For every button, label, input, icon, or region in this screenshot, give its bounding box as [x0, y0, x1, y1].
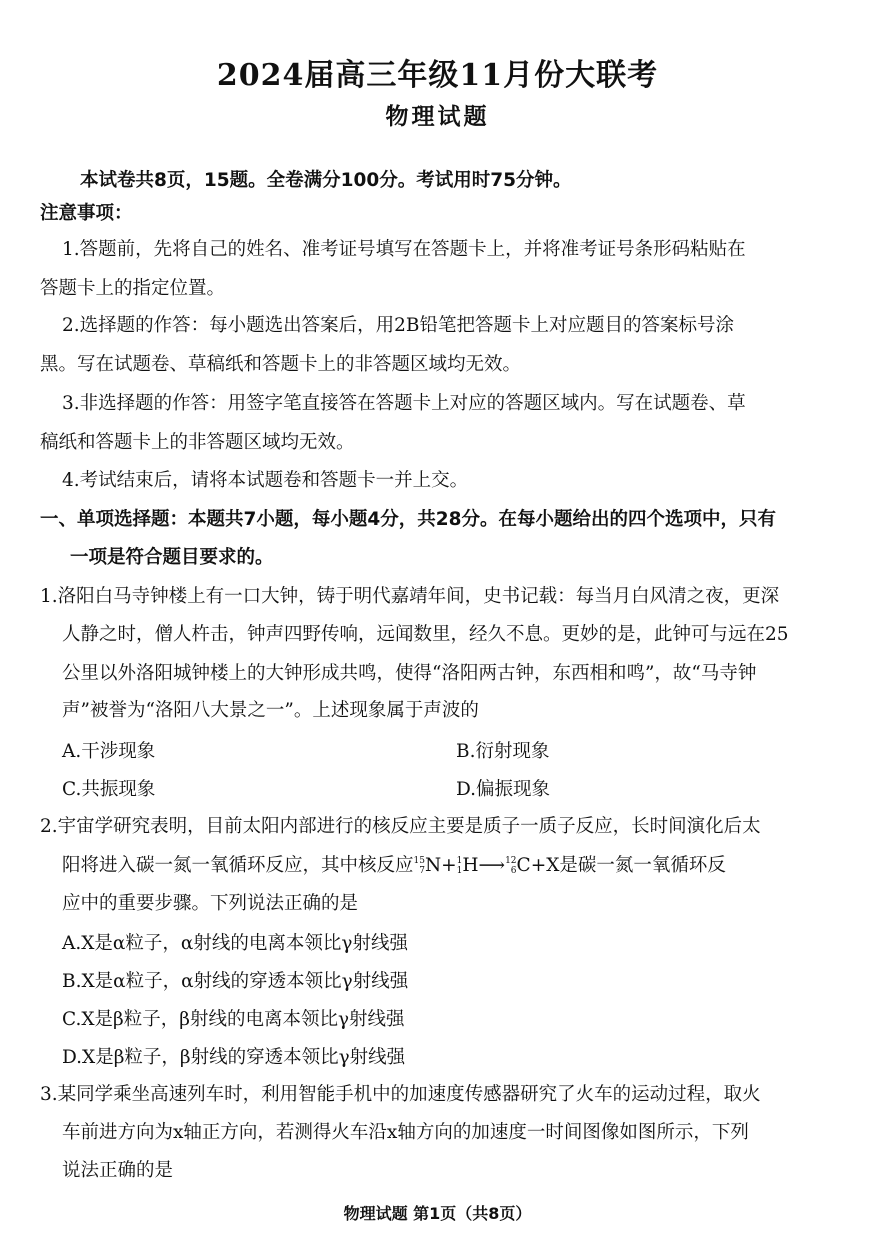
notice-line: 2.选择题的作答：每小题选出答案后，用2B铅笔把答题卡上对应题目的答案标号涂	[62, 315, 735, 336]
q3-stem: 说法正确的是	[62, 1160, 174, 1181]
nuclide-carbon: 12 6 C	[505, 855, 531, 876]
nuclide-nitrogen: 15 7 N	[413, 855, 442, 876]
notice-line: 1.答题前，先将自己的姓名、准考证号填写在答题卡上，并将准考证号条形码粘贴在	[62, 239, 746, 260]
q1-option-c: C.共振现象	[62, 779, 156, 800]
notice-heading: 注意事项：	[40, 203, 133, 224]
page-subtitle: 物理试题	[385, 104, 490, 130]
q2-stem: 2.宇宙学研究表明，目前太阳内部进行的核反应主要是质子一质子反应，长时间演化后太	[40, 816, 761, 837]
exam-intro: 本试卷共8页，15题。全卷满分100分。考试用时75分钟。	[80, 170, 572, 191]
q1-stem: 公里以外洛阳城钟楼上的大钟形成共鸣，使得“洛阳两古钟，东西相和鸣”，故“马寺钟	[62, 663, 757, 684]
notice-line: 3.非选择题的作答：用签字笔直接答在答题卡上对应的答题区域内。写在试题卷、草	[62, 393, 746, 414]
q2-option-a: A.X是α粒子，α射线的电离本领比γ射线强	[62, 933, 408, 954]
q3-stem: 3.某同学乘坐高速列车时，利用智能手机中的加速度传感器研究了火车的运动过程，取火	[40, 1084, 761, 1105]
q1-option-a: A.干涉现象	[62, 741, 156, 762]
nuclide-hydrogen: 1 1 H	[456, 855, 479, 876]
notice-line: 黑。写在试题卷、草稿纸和答题卡上的非答题区域均无效。	[40, 354, 522, 375]
q2-stem: 应中的重要步骤。下列说法正确的是	[62, 893, 359, 914]
q2-stem-pre: 阳将进入碳一氮一氧循环反应，其中核反应	[62, 855, 414, 876]
notice-line: 4.考试结束后，请将本试题卷和答题卡一并上交。	[62, 470, 469, 491]
page-footer: 物理试题 第1页（共8页）	[343, 1204, 532, 1223]
notice-line: 稿纸和答题卡上的非答题区域均无效。	[40, 432, 355, 453]
section-heading-cont: 一项是符合题目要求的。	[70, 547, 274, 568]
q1-stem: 1.洛阳白马寺钟楼上有一口大钟，铸于明代嘉靖年间，史书记载：每当月白风清之夜，更深	[40, 586, 780, 607]
q2-option-c: C.X是β粒子，β射线的电离本领比γ射线强	[62, 1009, 405, 1030]
q1-option-b: B.衍射现象	[456, 741, 550, 762]
notice-line: 答题卡上的指定位置。	[40, 278, 226, 299]
page-title: 2024届高三年级11月份大联考	[216, 58, 659, 93]
q2-option-b: B.X是α粒子，α射线的穿透本领比γ射线强	[62, 971, 409, 992]
section-heading: 一、单项选择题：本题共7小题，每小题4分，共28分。在每小题给出的四个选项中，只有	[40, 509, 776, 530]
q2-stem-equation-line: 阳将进入碳一氮一氧循环反应，其中核反应 15 7 N+ 1 1 H⟶ 12 6 C+X是碳一氮一氧循环反	[62, 853, 726, 879]
q2-option-d: D.X是β粒子，β射线的穿透本领比γ射线强	[62, 1047, 406, 1068]
q1-stem: 人静之时，僧人杵击，钟声四野传响，远闻数里，经久不息。更妙的是，此钟可与远在25	[62, 624, 789, 645]
q3-stem: 车前进方向为x轴正方向，若测得火车沿x轴方向的加速度一时间图像如图所示，下列	[62, 1122, 749, 1143]
reaction-arrow: ⟶	[478, 855, 506, 876]
q1-stem: 声”被誉为“洛阳八大景之一”。上述现象属于声波的	[62, 700, 479, 721]
q1-option-d: D.偏振现象	[456, 779, 551, 800]
q2-stem-post: 是碳一氮一氧循环反	[559, 855, 726, 876]
